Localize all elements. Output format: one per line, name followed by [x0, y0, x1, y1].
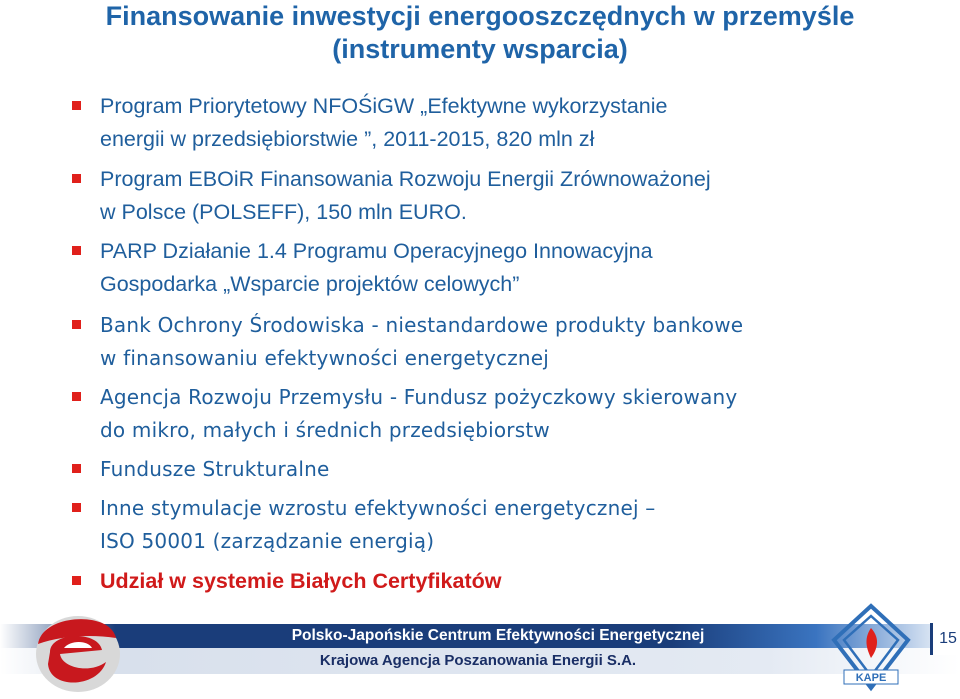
bullet-parp: [70, 235, 950, 301]
bullet-nfosigw: [70, 90, 950, 156]
bullet-line: Agencja Rozwoju Przemysłu - Fundusz pożyczkowy skierowany: [100, 385, 738, 409]
bullet-line: Fundusze Strukturalne: [100, 457, 330, 481]
bullet-line: Gospodarka „Wsparcie projektów celowych”: [100, 272, 520, 296]
bullet-line: Inne stymulacje wzrostu efektywności energetycznej –: [100, 496, 656, 520]
bullet-line: Bank Ochrony Środowiska - niestandardowe produkty bankowe: [100, 313, 744, 337]
bullet-line: PARP Działanie 1.4 Programu Operacyjnego Innowacyjna: [100, 239, 653, 263]
bullet-iso: [70, 492, 950, 558]
page-number: 15: [930, 623, 960, 655]
bullet-square-icon: [72, 101, 81, 110]
bullet-square-icon: [72, 246, 81, 255]
bullet-line: do mikro, małych i średnich przedsiębiorstw: [100, 418, 550, 442]
bullet-line: w finansowaniu efektywności energetycznej: [100, 346, 550, 370]
bullet-biale-certyfikaty: [70, 565, 950, 598]
slide-title: [0, 0, 960, 66]
bullet-square-icon: [72, 503, 81, 512]
bullet-line: Program Priorytetowy NFOŚiGW „Efektywne wykorzystanie: [100, 94, 668, 118]
bullet-polseff: [70, 163, 950, 229]
bullet-fundusze: [70, 453, 950, 486]
title-line-2: (instrumenty wsparcia): [332, 34, 628, 64]
bullet-bos: [70, 309, 950, 375]
bullet-arp: [70, 381, 950, 447]
bullet-square-icon: [72, 320, 81, 329]
bullet-square-icon: [72, 392, 81, 401]
bullet-line: Program EBOiR Finansowania Rozwoju Energii Zrównoważonej: [100, 167, 711, 191]
footer-agency-name: Krajowa Agencja Poszanowania Energii S.A.: [319, 652, 637, 669]
kape-logo-text: KAPE: [855, 672, 887, 684]
bullet-square-icon: [72, 464, 81, 473]
footer-center-name: Polsko-Japońskie Centrum Efektywności Energetycznej: [291, 627, 705, 644]
kape-logo-icon: [826, 600, 916, 696]
bullet-line: Udział w systemie Białych Certyfikatów: [100, 569, 502, 593]
footer: [0, 600, 960, 699]
bullet-line: energii w przedsiębiorstwie ”, 2011-2015, 820 mln zł: [100, 127, 595, 151]
bullet-line: w Polsce (POLSEFF), 150 mln EURO.: [100, 200, 467, 224]
bullet-square-icon: [72, 174, 81, 183]
e-logo-icon: [20, 604, 130, 696]
bullet-line: ISO 50001 (zarządzanie energią): [100, 529, 435, 553]
bullet-square-icon: [72, 576, 81, 585]
title-line-1: Finansowanie inwestycji energooszczędnych w przemyśle: [105, 1, 855, 31]
bullet-list: [70, 90, 950, 598]
